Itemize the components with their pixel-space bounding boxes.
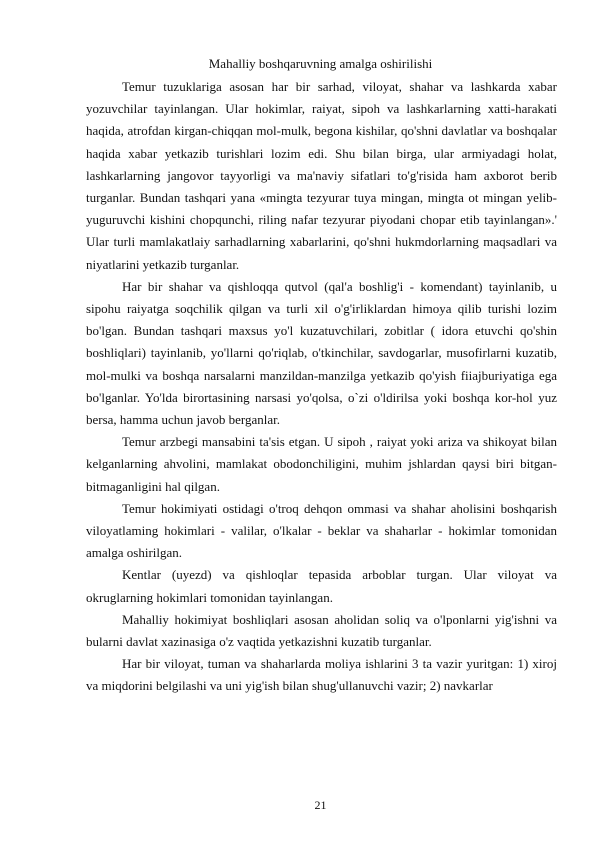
paragraph-7: Har bir viloyat, tuman va shaharlarda moliya ishlarini 3 ta vazir yuritgan: 1) xiroj va miqdorini belgilashi va uni yig'ish bilan shug'ullanuvchi vazir; 2) navkarlar [86,656,557,694]
paragraph-5: Kentlar (uyezd) va qishloqlar tepasida arboblar turgan. Ular viloyat va okruglarning hokimlari tomonidan tayinlangan. [86,567,557,605]
page-title: Mahalliy boshqaruvning amalga oshirilishi [208,56,433,71]
paragraph-4: Temur hokimiyati ostidagi o'troq dehqon ommasi va shahar aholisini boshqarish viloyatlaming hokimlari - valilar, o'lkalar - beklar va shaharlar - hokimlar tomonidan amalga oshirilgan. [86,500,557,561]
paragraph-6: Mahalliy hokimiyat boshliqlari asosan aholidan soliq va o'lponlarni yig'ishni va bularni davlat xazinasiga o'z vaqtida yetkazishni kuzatib turganlar. [86,611,557,650]
paragraph-3: Temur arzbegi mansabini ta'sis etgan. U sipoh , raiyat yoki ariza va shikoyat bilan kelganlarning ahvolini, mamlakat obodonchiligini, muhim jshlardan qaysi biri bitgan-bitmaganligini hal qilgan. [86,434,557,494]
paragraph-2: Har bir shahar va qishloqqa qutvol (qal'a boshlig'i - komendant) tayinlanib, u sipohu raiyatga soqchilik qilgan va turli xil o'g'irliklardan himoya qilib turishi lozim bo'lgan. Bundan tashqari maxsus yo'l kuzatuvchilari, zobitlar ( idora etuvchi qo'shin boshliqlari) tayinlanib, yo'llarni qo'riqlab, o'tkinchilar, savdogarlar, musofirlarni kuzatib, mol-mulki va boshqa narsalarni manzildan-manzilga yetkazib qo'yish fiiajburiyatiga ega bo'lganlar. Yo'lda birortasining narsasi yo'qolsa, o`zi o'ldirilsa yoki boshqa kor-hol yuz bersa, hamma uchun javob berganlar. [86,278,557,428]
page-number: 21 [314,798,327,812]
body-text [86,76,557,698]
paragraph-1: Temur tuzuklariga asosan har bir sarhad, viloyat, shahar va lashkarda xabar yozuvchilar tayinlangan. Ular hokimlar, raiyat, sipoh va lashkarlarning xatti-harakati haqida, atrofdan kirgan-chiqqan mol-mulk, begona kishilar, qo'shni davlatlar va boshqalar haqida xabar yetkazib turishlari lozim edi. Shu bilan birga, ular armiyadagi holat, lashkarlarning jangovor tayyorligi va ma'naviy sifatlari to'g'risida ham axborot berib turganlar. Bundan tashqari yana «mingta tezyurar tuya mingan, mingta ot mingan yelib-yuguruvchi kishini chopqunchi, riling nafar tezyurar piyodani chopar etib tayinlangan».' Ular turli mamlakatlaiy sarhadlarning xabarlarini, qo'shni hukmdorlarning maqsadlari va niyatlarini yetkazib turganlar. [86,79,557,272]
